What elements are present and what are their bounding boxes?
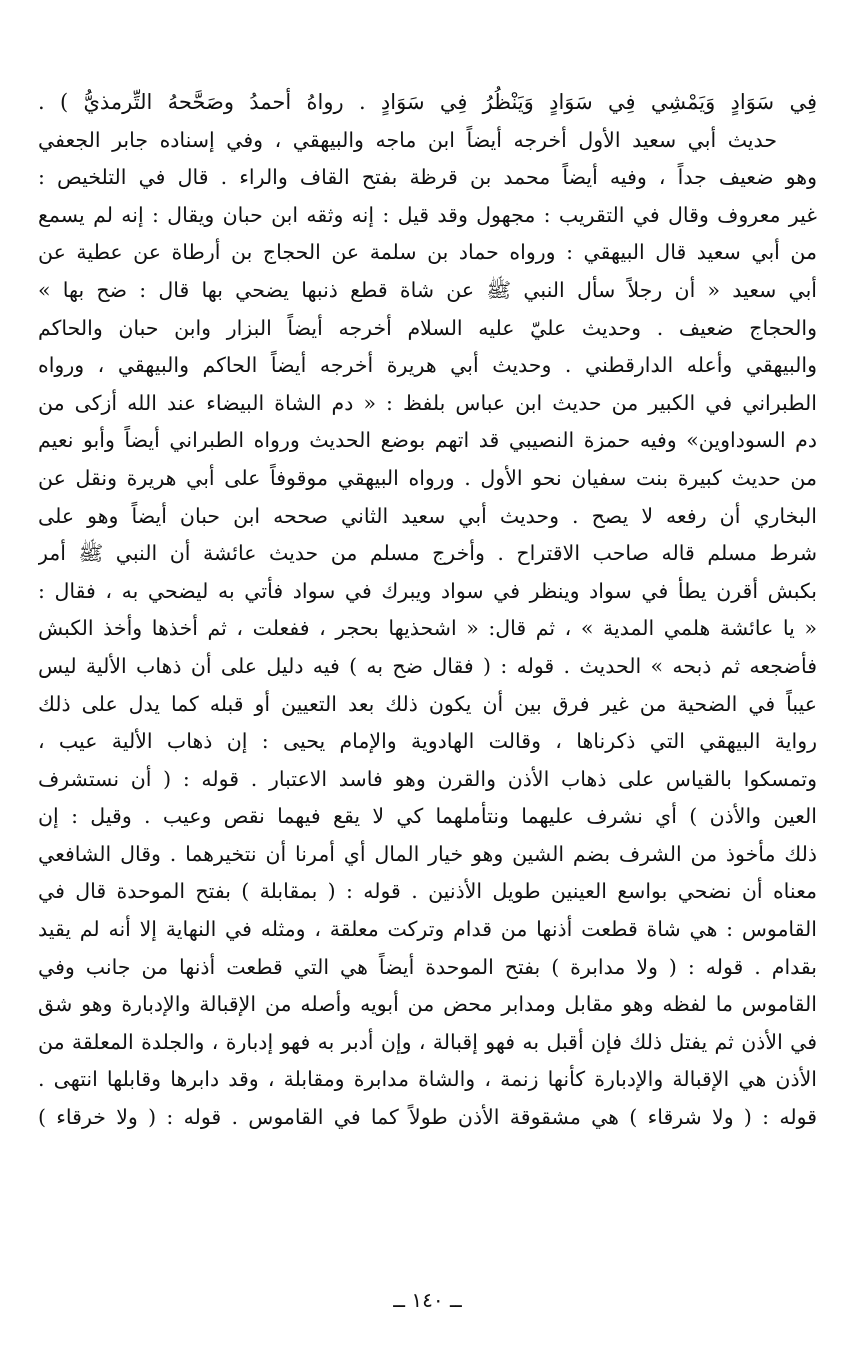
- page-body-text: [38, 84, 817, 1137]
- page-number: ــ ١٤٠ ــ: [393, 1288, 462, 1312]
- text-line: العين والأذن ) أي نشرف عليهما ونتأملهما كي لا يقع فيهما نقص وعيب . وقيل : إن: [38, 804, 817, 829]
- text-line: « يا عائشة هلمي المدية » ، ثم قال: « اشحذيها بحجر ، ففعلت ، ثم أخذها وأخذ الكبش: [38, 616, 817, 641]
- text-line: الأذن هي الإقبالة والإدبارة كأنها زنمة ، والشاة مدابرة ومقابلة ، وقد دابرها وقابلها انتهى .: [38, 1067, 817, 1092]
- text-line: بقدام . قوله : ( ولا مدابرة ) بفتح الموحدة أيضاً هي التي قطعت أذنها من جانب وفي: [38, 954, 817, 979]
- text-line: فِي سَوَادٍ وَيَمْشِي فِي سَوَادٍ وَيَنْظُرُ فِي سَوَادٍ . رواهُ أحمدُ وصَحَّحهُ التِّرمذيُّ ) .: [38, 90, 817, 114]
- text-line: معناه أن نضحي بواسع العينين طويل الأذنين . قوله : ( بمقابلة ) بفتح الموحدة قال في: [38, 879, 817, 904]
- text-line: رواية البيهقي التي ذكرناها ، وقالت الهادوية والإمام يحيى : إن ذهاب الألية عيب ،: [38, 729, 817, 754]
- text-line: أبي سعيد « أن رجلاً سأل النبي ﷺ عن شاة قطع ذنبها يضحي بها قال : ضح بها »: [38, 277, 817, 302]
- text-line: بكبش أقرن يطأ في سواد وينظر في سواد ويبرك في سواد فأتي به ليضحي به ، فقال :: [38, 578, 817, 603]
- text-line: في الأذن ثم يفتل ذلك فإن أقبل به فهو إقبالة ، وإن أدبر به فهو إدبارة ، والجلدة المعلقة من: [38, 1029, 817, 1054]
- text-line: عيباً في الضحية من غير فرق بين أن يكون ذلك بعد التعيين أو قبله كما يدل على ذلك: [38, 691, 817, 716]
- text-line: البخاري أن رفعه لا يصح . وحديث أبي سعيد الثاني صححه ابن حبان أيضاً وهو على: [38, 503, 817, 528]
- text-line: وهو ضعيف جداً ، وفيه أيضاً محمد بن قرظة بفتح القاف والراء . قال في التلخيص :: [38, 165, 817, 190]
- text-line: من أبي سعيد قال البيهقي : ورواه حماد بن سلمة عن الحجاج بن أرطاة عن عطية عن: [38, 240, 817, 265]
- text-line: القاموس ما لفظه وهو مقابل ومدابر محض من أبويه وأصله من الإقبالة والإدبارة وهو شق: [38, 992, 817, 1017]
- text-line: وتمسكوا بالقياس على ذهاب الأذن والقرن وهو فاسد الاعتبار . قوله : ( أن نستشرف: [38, 766, 817, 791]
- text-line: من حديث كبيرة بنت سفيان نحو الأول . ورواه البيهقي موقوفاً على أبي هريرة ونقل عن: [38, 465, 817, 490]
- text-line: قوله : ( ولا شرقاء ) هي مشقوقة الأذن طولاً كما في القاموس . قوله : ( ولا خرقاء ): [38, 1105, 817, 1130]
- text-line: ذلك مأخوذ من الشرف بضم الشين وهو خيار المال أي أمرنا أن نتخيرهما . وقال الشافعي: [38, 841, 817, 866]
- text-line: دم السوداوين» وفيه حمزة النصيبي قد اتهم بوضع الحديث ورواه الطبراني أيضاً وأبو نعيم: [38, 428, 817, 453]
- text-line: القاموس : هي شاة قطعت أذنها من قدام وتركت معلقة ، ومثله في النهاية إلا أنه لم يقيد: [38, 917, 817, 942]
- text-line: غير معروف وقال في التقريب : مجهول وقد قيل : إنه وثقه ابن حبان ويقال : إنه لم يسمع: [38, 202, 817, 227]
- text-line: والبيهقي وأعله الدارقطني . وحديث أبي هريرة أخرجه أيضاً الحاكم والبيهقي ، ورواه: [38, 353, 817, 378]
- text-line: حديث أبي سعيد الأول أخرجه أيضاً ابن ماجه والبيهقي ، وفي إسناده جابر الجعفي: [38, 127, 777, 152]
- text-line: فأضجعه ثم ذبحه » الحديث . قوله : ( فقال ضح به ) فيه دليل على أن ذهاب الألية ليس: [38, 653, 817, 678]
- text-line: شرط مسلم قاله صاحب الاقتراح . وأخرج مسلم من حديث عائشة أن النبي ﷺ أمر: [38, 541, 817, 566]
- text-line: الطبراني في الكبير من حديث ابن عباس بلفظ : « دم الشاة البيضاء عند الله أزكى من: [38, 390, 817, 415]
- text-line: والحجاج ضعيف . وحديث عليّ عليه السلام أخرجه أيضاً البزار وابن حبان والحاكم: [38, 315, 817, 340]
